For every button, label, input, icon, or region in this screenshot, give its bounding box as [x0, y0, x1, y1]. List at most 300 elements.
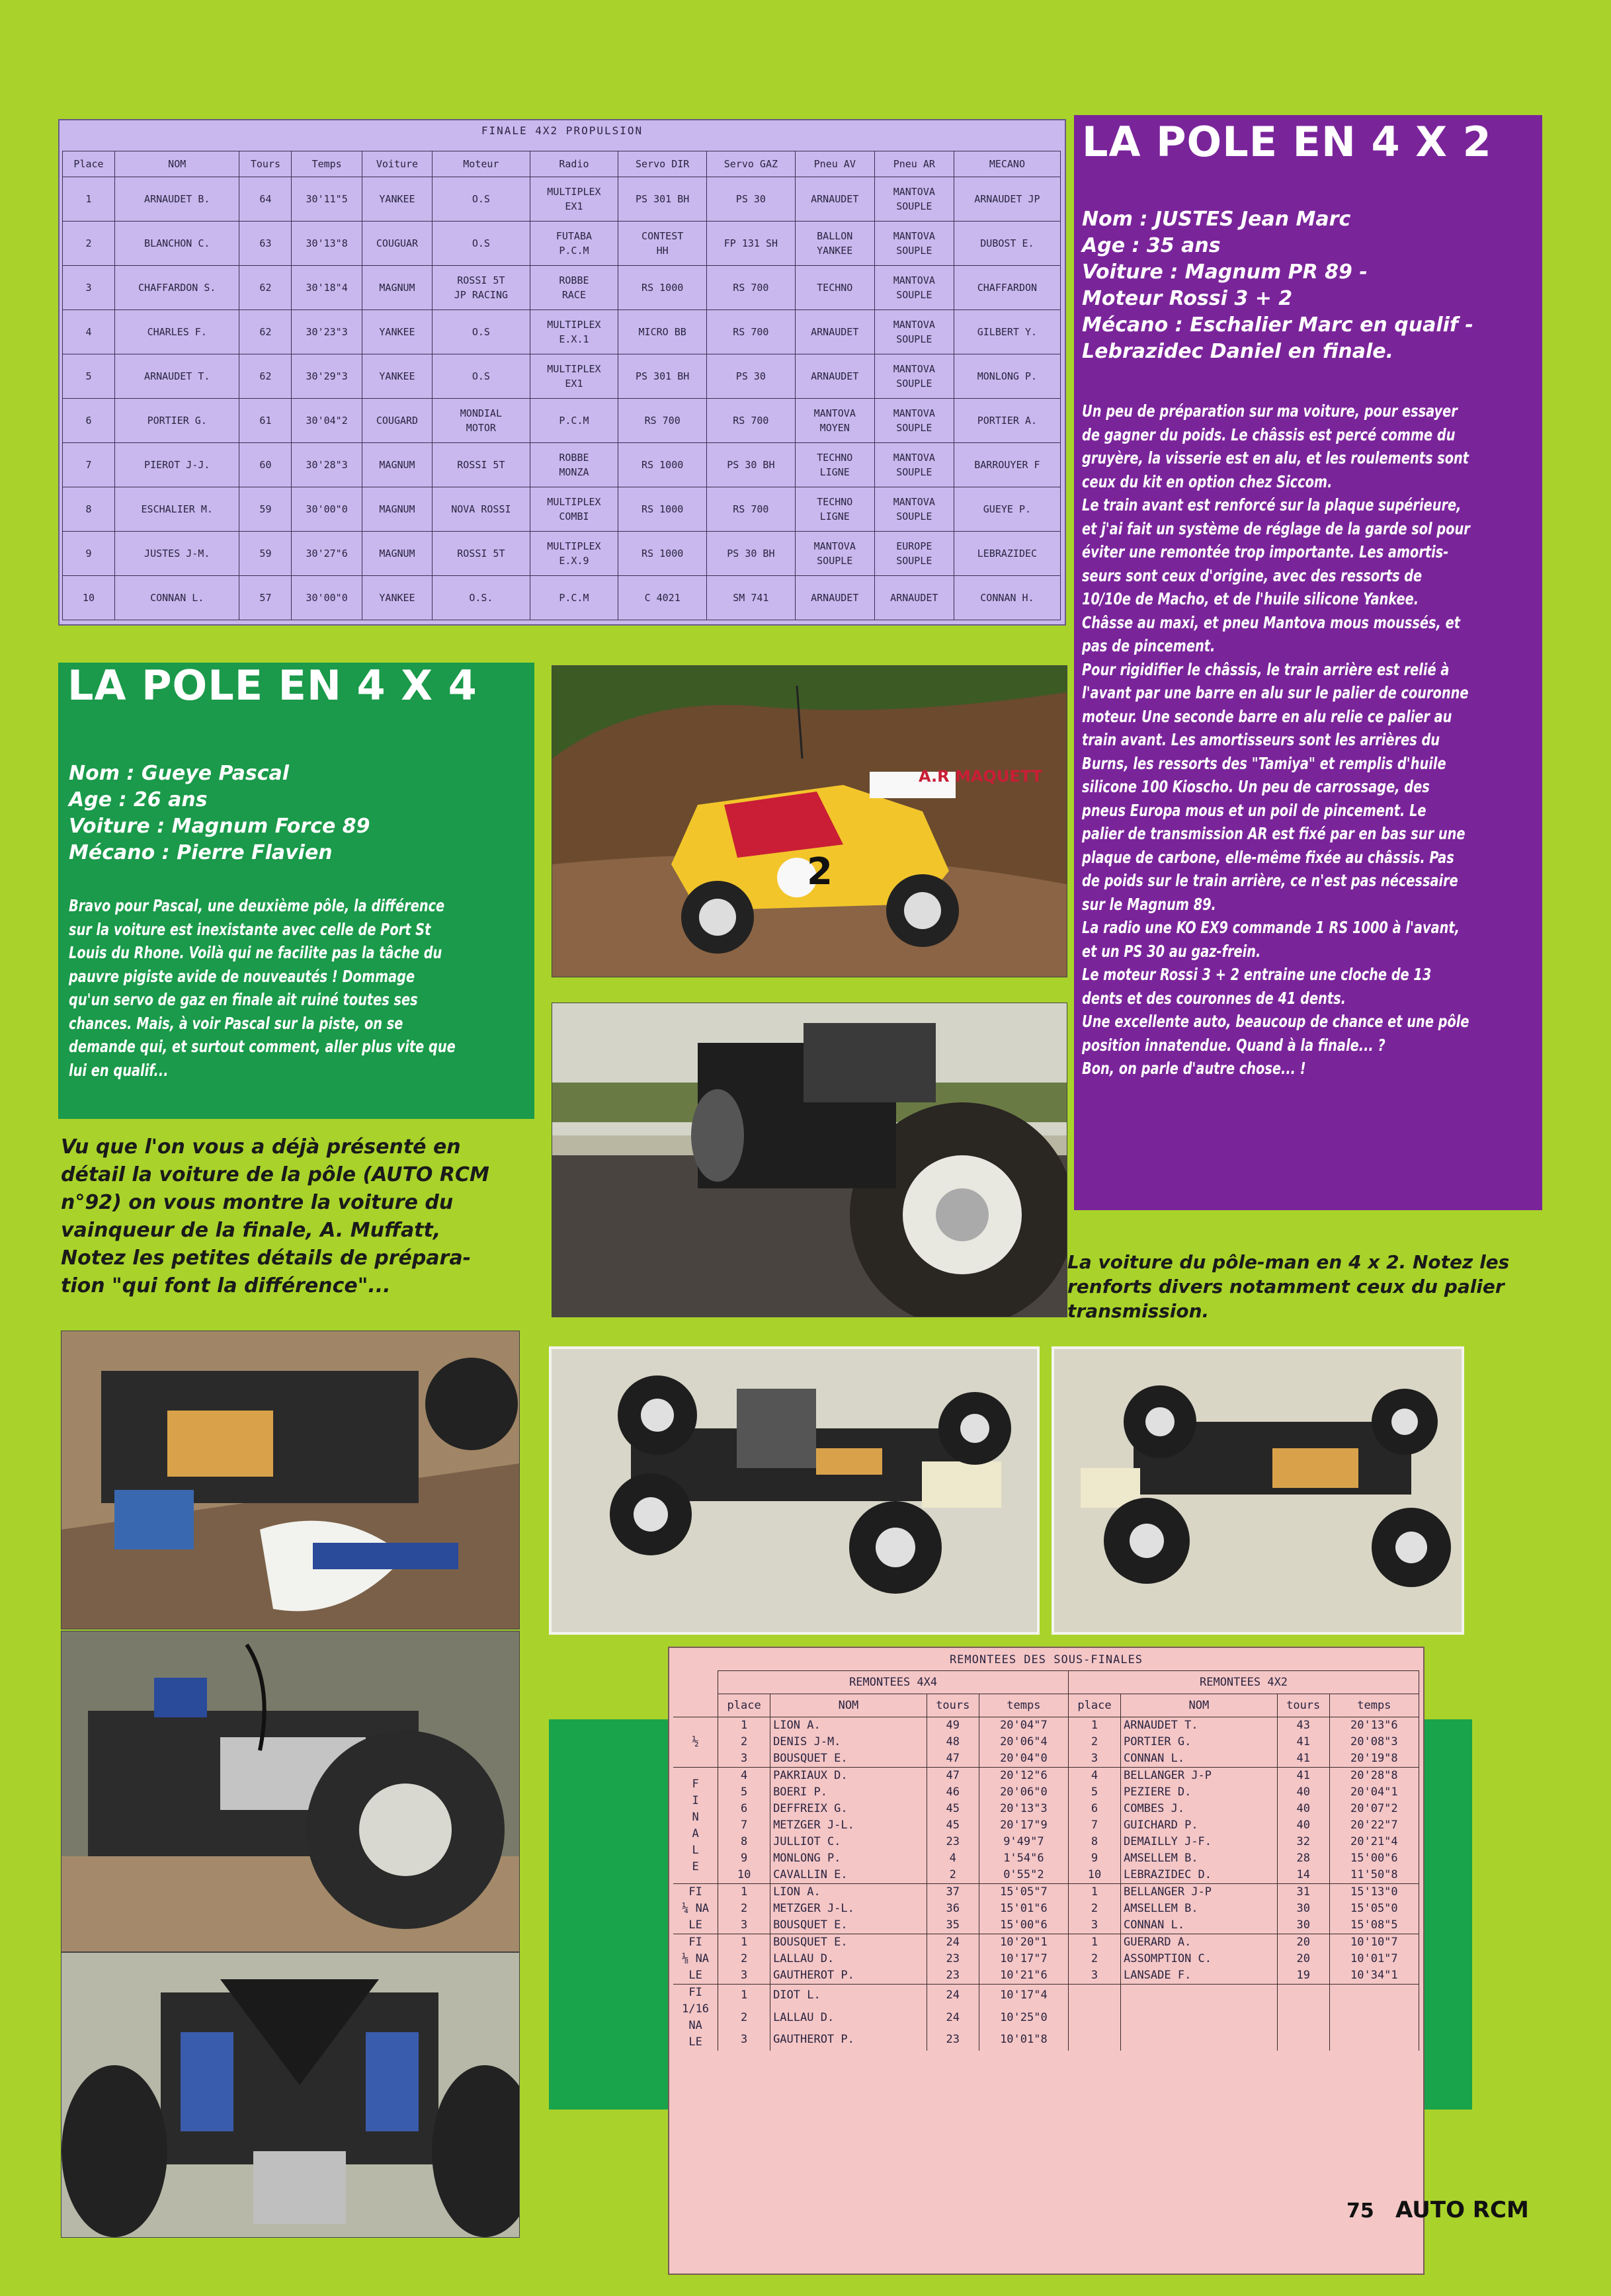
pole-4x2-title: LA POLE EN 4 X 2 [1082, 118, 1492, 166]
remontees-cell: 2 [718, 1901, 770, 1917]
finale-cell: ROBBE MONZA [530, 443, 618, 487]
remontees-cell: 20 [1277, 1934, 1329, 1951]
finale-cell: ESCHALIER M. [115, 487, 239, 532]
finale-cell: O.S. [433, 576, 530, 620]
finale-cell: TECHNO LIGNE [795, 443, 874, 487]
remontees-cell [1277, 2006, 1329, 2028]
remontees-cell: 20'13"6 [1329, 1717, 1419, 1735]
finale-cell: JUSTES J-M. [115, 532, 239, 576]
pole-4x4-title: LA POLE EN 4 X 4 [67, 661, 477, 710]
remontees-cell: 40 [1277, 1817, 1329, 1834]
remontees-cell: GUERARD A. [1120, 1934, 1277, 1951]
finale-cell: 62 [239, 266, 292, 310]
photo-chassis-rear [61, 1952, 520, 2238]
finale-cell: 63 [239, 222, 292, 266]
finale-cell: 1 [63, 177, 115, 222]
remontees-cell: 2 [718, 1734, 770, 1750]
remontees-table-row [673, 1934, 1419, 1951]
remontees-cell: 19 [1277, 1967, 1329, 1985]
pole-4x4-panel [58, 663, 534, 1119]
remontees-cell [1120, 1985, 1277, 2007]
finale-cell: PS 30 [707, 354, 796, 399]
remontees-cell: DIOT L. [770, 1985, 927, 2007]
remontees-cell: 3 [1069, 1917, 1121, 1934]
finale-cell: 62 [239, 354, 292, 399]
finale-cell: 8 [63, 487, 115, 532]
remontees-table-row [673, 1985, 1419, 2007]
finale-cell: MANTOVA SOUPLE [874, 443, 954, 487]
finale-cell: 60 [239, 443, 292, 487]
finale-cell: O.S [433, 310, 530, 354]
photo-chassis-side [61, 1631, 520, 1952]
remontees-header-cell: place [718, 1694, 770, 1717]
remontees-cell: 9 [1069, 1850, 1121, 1867]
remontees-cell: 20'04"7 [979, 1717, 1068, 1735]
finale-cell: CONTEST HH [618, 222, 707, 266]
remontees-table-row [673, 1784, 1419, 1801]
remontees-header-cell: NOM [770, 1694, 927, 1717]
finale-cell: P.C.M [530, 576, 618, 620]
finale-cell: MAGNUM [362, 532, 432, 576]
remontees-header-cell: tours [927, 1694, 979, 1717]
finale-cell: ARNAUDET B. [115, 177, 239, 222]
finale-table-row [63, 177, 1061, 222]
remontees-cell: 3 [718, 1967, 770, 1985]
finale-cell: YANKEE [362, 310, 432, 354]
finale-cell: YANKEE [362, 354, 432, 399]
finale-cell: 4 [63, 310, 115, 354]
pole-4x4-identity: Nom : Gueye Pascal Age : 26 ans Voiture : Magnum Force 89 Mécano : Pierre Flavien [69, 762, 370, 864]
remontees-group-4x4: REMONTEES 4X4 [718, 1671, 1069, 1694]
remontees-cell: 41 [1277, 1750, 1329, 1768]
finale-cell: 7 [63, 443, 115, 487]
finale-cell: O.S [433, 177, 530, 222]
remontees-cell: 3 [718, 1750, 770, 1768]
finale-cell: 59 [239, 532, 292, 576]
finale-header-cell: NOM [115, 151, 239, 177]
remontees-cell: 23 [927, 1951, 979, 1967]
finale-table-row [63, 222, 1061, 266]
finale-cell: RS 700 [618, 399, 707, 443]
remontees-cell: 45 [927, 1801, 979, 1817]
remontees-cell: 10'21"6 [979, 1967, 1068, 1985]
remontees-cell: CAVALLIN E. [770, 1867, 927, 1884]
remontees-cell: 20'12"6 [979, 1768, 1068, 1785]
remontees-cell: 20'22"7 [1329, 1817, 1419, 1834]
remontees-cell: 15'05"7 [979, 1884, 1068, 1901]
remontees-cell: GUICHARD P. [1120, 1817, 1277, 1834]
remontees-cell: 23 [927, 1967, 979, 1985]
remontees-cell: 46 [927, 1784, 979, 1801]
finale-header-cell: Voiture [362, 151, 432, 177]
remontees-cell: CONNAN L. [1120, 1750, 1277, 1768]
finale-table-panel [58, 119, 1066, 626]
remontees-section-label: ½ [673, 1717, 718, 1768]
finale-header-cell: Tours [239, 151, 292, 177]
finale-cell: NOVA ROSSI [433, 487, 530, 532]
remontees-cell: 49 [927, 1717, 979, 1735]
finale-cell: MANTOVA SOUPLE [874, 177, 954, 222]
remontees-cell: 4 [927, 1850, 979, 1867]
finale-cell: 57 [239, 576, 292, 620]
finale-cell: MULTIPLEX E.X.1 [530, 310, 618, 354]
finale-cell: SM 741 [707, 576, 796, 620]
remontees-cell: AMSELLEM B. [1120, 1901, 1277, 1917]
photo-rear-wheel-closeup [552, 1003, 1067, 1317]
finale-table-row [63, 354, 1061, 399]
remontees-cell: 1 [718, 1717, 770, 1735]
page-number: 75 [1346, 2199, 1374, 2223]
finale-cell: 62 [239, 310, 292, 354]
remontees-cell [1069, 2029, 1121, 2051]
finale-header-cell: MECANO [954, 151, 1060, 177]
finale-cell: CHAFFARDON S. [115, 266, 239, 310]
remontees-cell: 15'05"0 [1329, 1901, 1419, 1917]
remontees-cell: 8 [1069, 1834, 1121, 1850]
finale-cell: 59 [239, 487, 292, 532]
remontees-cell: 24 [927, 1985, 979, 2007]
finale-cell: RS 700 [707, 266, 796, 310]
finale-cell: PS 30 BH [707, 443, 796, 487]
photo-chassis-overview-1 [552, 1349, 1037, 1632]
remontees-cell: METZGER J-L. [770, 1817, 927, 1834]
finale-cell: YANKEE [362, 576, 432, 620]
finale-cell: MANTOVA SOUPLE [874, 354, 954, 399]
finale-header-cell: Moteur [433, 151, 530, 177]
remontees-cell: 20'21"4 [1329, 1834, 1419, 1850]
finale-cell: 9 [63, 532, 115, 576]
remontees-cell: 2 [718, 2006, 770, 2028]
finale-cell: MONLONG P. [954, 354, 1060, 399]
finale-cell: P.C.M [530, 399, 618, 443]
remontees-cell [1277, 1985, 1329, 2007]
finale-cell: COUGUAR [362, 222, 432, 266]
finale-cell: MAGNUM [362, 443, 432, 487]
remontees-cell: MONLONG P. [770, 1850, 927, 1867]
remontees-section-label: FI ¼ NA LE [673, 1884, 718, 1934]
finale-cell: 5 [63, 354, 115, 399]
remontees-table-row [673, 1917, 1419, 1934]
remontees-cell: 41 [1277, 1734, 1329, 1750]
remontees-section-label: FI ⅛ NA LE [673, 1934, 718, 1985]
remontees-cell: METZGER J-L. [770, 1901, 927, 1917]
remontees-cell: 35 [927, 1917, 979, 1934]
finale-table-row [63, 266, 1061, 310]
remontees-cell: 20'04"0 [979, 1750, 1068, 1768]
remontees-cell: 20'06"4 [979, 1734, 1068, 1750]
remontees-cell: 2 [927, 1867, 979, 1884]
remontees-cell: 24 [927, 2006, 979, 2028]
finale-cell: ARNAUDET [795, 576, 874, 620]
photo-chassis-front [61, 1331, 520, 1629]
finale-cell: RS 700 [707, 487, 796, 532]
finale-cell: RS 700 [707, 399, 796, 443]
finale-table-row [63, 532, 1061, 576]
finale-table-title: FINALE 4X2 PROPULSION [481, 124, 643, 137]
remontees-group-row [673, 1671, 1419, 1694]
finale-cell: MANTOVA SOUPLE [874, 487, 954, 532]
finale-header-cell: Servo GAZ [707, 151, 796, 177]
remontees-cell: 10'10"7 [1329, 1934, 1419, 1951]
finale-cell: BARROUYER F [954, 443, 1060, 487]
remontees-header-row [673, 1694, 1419, 1717]
remontees-title: REMONTEES DES SOUS-FINALES [949, 1653, 1143, 1666]
remontees-cell: 1 [718, 1884, 770, 1901]
finale-header-cell: Temps [292, 151, 362, 177]
remontees-cell: COMBES J. [1120, 1801, 1277, 1817]
remontees-cell: 9 [718, 1850, 770, 1867]
remontees-cell: 2 [1069, 1901, 1121, 1917]
pole-4x4-body: Bravo pour Pascal, une deuxième pôle, la différence sur la voiture est inexistante avec celle de Port St Louis du Rhone. Voilà qui ne facilite pas la tâche du pauvre pigiste avide de nouveautés ! Dommage qu'un servo de gaz en finale ait ruiné toutes ses chances. Mais, à voir Pascal sur la piste, on se demande qui, et surtout comment, aller plus vite que lui en qualif... [69, 896, 456, 1080]
finale-cell: C 4021 [618, 576, 707, 620]
remontees-cell: BOUSQUET E. [770, 1750, 927, 1768]
remontees-cell: 43 [1277, 1717, 1329, 1735]
remontees-cell: 30 [1277, 1901, 1329, 1917]
finale-cell: PS 30 [707, 177, 796, 222]
remontees-corner-cell [673, 1671, 718, 1694]
remontees-cell: 15'13"0 [1329, 1884, 1419, 1901]
remontees-cell: 4 [1069, 1768, 1121, 1785]
remontees-cell: 2 [718, 1951, 770, 1967]
remontees-cell: 20 [1277, 1951, 1329, 1967]
remontees-cell: LALLAU D. [770, 2006, 927, 2028]
remontees-header-cell: temps [979, 1694, 1068, 1717]
remontees-cell: 10'20"1 [979, 1934, 1068, 1951]
remontees-cell: LEBRAZIDEC D. [1120, 1867, 1277, 1884]
remontees-cell: 1 [1069, 1884, 1121, 1901]
remontees-cell: 1 [1069, 1934, 1121, 1951]
finale-cell: 30'27"6 [292, 532, 362, 576]
photo-car-number: 2 [807, 850, 833, 893]
remontees-table-row [673, 1901, 1419, 1917]
finale-cell: FP 131 SH [707, 222, 796, 266]
remontees-cell: 10 [1069, 1867, 1121, 1884]
remontees-cell: 20'07"2 [1329, 1801, 1419, 1817]
remontees-table-row [673, 1817, 1419, 1834]
finale-cell: PORTIER G. [115, 399, 239, 443]
remontees-cell: 10'01"8 [979, 2029, 1068, 2051]
remontees-cell: 31 [1277, 1884, 1329, 1901]
finale-cell: ARNAUDET [874, 576, 954, 620]
remontees-cell: 5 [718, 1784, 770, 1801]
remontees-group-4x2: REMONTEES 4X2 [1069, 1671, 1419, 1694]
remontees-cell: 24 [927, 1934, 979, 1951]
remontees-cell: 23 [927, 2029, 979, 2051]
remontees-cell: DENIS J-M. [770, 1734, 927, 1750]
finale-header-cell: Pneu AR [874, 151, 954, 177]
remontees-cell: 5 [1069, 1784, 1121, 1801]
remontees-cell: DEFFREIX G. [770, 1801, 927, 1817]
finale-cell: PS 301 BH [618, 177, 707, 222]
finale-cell: MULTIPLEX EX1 [530, 177, 618, 222]
remontees-table [673, 1670, 1419, 2051]
remontees-cell: 7 [1069, 1817, 1121, 1834]
finale-cell: 30'28"3 [292, 443, 362, 487]
remontees-corner-cell [673, 1694, 718, 1717]
pole-4x2-panel [1074, 115, 1542, 1210]
remontees-table-row [673, 1951, 1419, 1967]
remontees-cell: CONNAN L. [1120, 1917, 1277, 1934]
remontees-cell: 1'54"6 [979, 1850, 1068, 1867]
finale-cell: 30'29"3 [292, 354, 362, 399]
remontees-cell: LION A. [770, 1717, 927, 1735]
remontees-cell [1329, 2029, 1419, 2051]
remontees-cell [1069, 1985, 1121, 2007]
remontees-cell: BOERI P. [770, 1784, 927, 1801]
remontees-cell: 36 [927, 1901, 979, 1917]
remontees-cell: 8 [718, 1834, 770, 1850]
finale-table-row [63, 399, 1061, 443]
remontees-cell: BELLANGER J-P [1120, 1768, 1277, 1785]
remontees-cell: 7 [718, 1817, 770, 1834]
remontees-cell: 32 [1277, 1834, 1329, 1850]
remontees-cell: 6 [718, 1801, 770, 1817]
finale-header-cell: Radio [530, 151, 618, 177]
remontees-table-row [673, 1850, 1419, 1867]
finale-cell: CHAFFARDON [954, 266, 1060, 310]
finale-cell: PS 301 BH [618, 354, 707, 399]
remontees-table-row [673, 1801, 1419, 1817]
remontees-cell [1329, 2006, 1419, 2028]
remontees-cell: 48 [927, 1734, 979, 1750]
remontees-table-row [673, 1967, 1419, 1985]
finale-cell: PS 30 BH [707, 532, 796, 576]
remontees-cell: 20'13"3 [979, 1801, 1068, 1817]
finale-cell: MULTIPLEX EX1 [530, 354, 618, 399]
finale-cell: 30'04"2 [292, 399, 362, 443]
finale-cell: GUEYE P. [954, 487, 1060, 532]
finale-cell: MULTIPLEX COMBI [530, 487, 618, 532]
finale-cell: MANTOVA SOUPLE [874, 310, 954, 354]
remontees-cell: 20'08"3 [1329, 1734, 1419, 1750]
finale-cell: ROSSI 5T [433, 443, 530, 487]
finale-cell: PIEROT J-J. [115, 443, 239, 487]
remontees-cell: AMSELLEM B. [1120, 1850, 1277, 1867]
remontees-cell: LANSADE F. [1120, 1967, 1277, 1985]
finale-cell: CHARLES F. [115, 310, 239, 354]
remontees-header-cell: place [1069, 1694, 1121, 1717]
finale-header-cell: Place [63, 151, 115, 177]
finale-cell: ARNAUDET [795, 354, 874, 399]
remontees-cell: 10'01"7 [1329, 1951, 1419, 1967]
remontees-cell: BELLANGER J-P [1120, 1884, 1277, 1901]
remontees-cell: 20'19"8 [1329, 1750, 1419, 1768]
remontees-cell [1329, 1985, 1419, 2007]
finale-cell: 30'23"3 [292, 310, 362, 354]
finale-cell: CONNAN H. [954, 576, 1060, 620]
remontees-table-row [673, 1768, 1419, 1785]
remontees-cell: 47 [927, 1750, 979, 1768]
remontees-cell: 20'04"1 [1329, 1784, 1419, 1801]
finale-cell: 3 [63, 266, 115, 310]
remontees-cell: PAKRIAUX D. [770, 1768, 927, 1785]
finale-cell: MAGNUM [362, 266, 432, 310]
remontees-cell: ARNAUDET T. [1120, 1717, 1277, 1735]
remontees-cell: 10'17"4 [979, 1985, 1068, 2007]
finale-cell: LEBRAZIDEC [954, 532, 1060, 576]
finale-cell: RS 1000 [618, 532, 707, 576]
remontees-cell: 1 [1069, 1717, 1121, 1735]
finale-cell: RS 1000 [618, 266, 707, 310]
finale-cell: BLANCHON C. [115, 222, 239, 266]
remontees-cell: 3 [1069, 1750, 1121, 1768]
remontees-cell: 1 [718, 1985, 770, 2007]
finale-cell: O.S [433, 354, 530, 399]
remontees-cell: 0'55"2 [979, 1867, 1068, 1884]
remontees-cell: 1 [718, 1934, 770, 1951]
finale-cell: ARNAUDET T. [115, 354, 239, 399]
remontees-table-row [673, 1834, 1419, 1850]
remontees-cell: 45 [927, 1817, 979, 1834]
finale-cell: MANTOVA SOUPLE [795, 532, 874, 576]
finale-table-row [63, 487, 1061, 532]
finale-table-header-row [63, 151, 1061, 177]
remontees-cell: 15'00"6 [1329, 1850, 1419, 1867]
finale-cell: 30'13"8 [292, 222, 362, 266]
remontees-cell: GAUTHEROT P. [770, 2029, 927, 2051]
remontees-cell: DEMAILLY J-F. [1120, 1834, 1277, 1850]
remontees-cell: 6 [1069, 1801, 1121, 1817]
remontees-cell: PORTIER G. [1120, 1734, 1277, 1750]
finale-table [62, 151, 1061, 620]
finale-table-body [63, 177, 1061, 620]
finale-cell: 10 [63, 576, 115, 620]
remontees-cell: GAUTHEROT P. [770, 1967, 927, 1985]
finale-cell: 61 [239, 399, 292, 443]
remontees-cell: 10'25"0 [979, 2006, 1068, 2028]
caption-muffatt: Vu que l'on vous a déjà présenté en détail la voiture de la pôle (AUTO RCM n°92) on vous montre la voiture du vainqueur de la finale, A. Muffatt, Notez les petites détails de prépara- tion "qui font la différence"... [61, 1135, 489, 1297]
remontees-table-row [673, 1734, 1419, 1750]
finale-cell: ROBBE RACE [530, 266, 618, 310]
finale-cell: RS 1000 [618, 443, 707, 487]
finale-cell: RS 1000 [618, 487, 707, 532]
finale-cell: 30'11"5 [292, 177, 362, 222]
remontees-cell: 40 [1277, 1801, 1329, 1817]
finale-cell: COUGARD [362, 399, 432, 443]
finale-cell: TECHNO [795, 266, 874, 310]
remontees-cell: BOUSQUET E. [770, 1917, 927, 1934]
remontees-cell: PEZIERE D. [1120, 1784, 1277, 1801]
remontees-cell: 14 [1277, 1867, 1329, 1884]
remontees-cell: 2 [1069, 1734, 1121, 1750]
finale-cell: CONNAN L. [115, 576, 239, 620]
remontees-table-row [673, 2006, 1419, 2028]
remontees-cell: ASSOMPTION C. [1120, 1951, 1277, 1967]
remontees-cell: 20'17"9 [979, 1817, 1068, 1834]
finale-cell: MANTOVA SOUPLE [874, 266, 954, 310]
finale-cell: TECHNO LIGNE [795, 487, 874, 532]
remontees-table-row [673, 1867, 1419, 1884]
finale-cell: FUTABA P.C.M [530, 222, 618, 266]
finale-cell: MAGNUM [362, 487, 432, 532]
remontees-cell: 9'49"7 [979, 1834, 1068, 1850]
remontees-cell: 3 [718, 1917, 770, 1934]
remontees-cell: 10 [718, 1867, 770, 1884]
finale-cell: 30'00"0 [292, 576, 362, 620]
finale-table-row [63, 576, 1061, 620]
finale-cell: BALLON YANKEE [795, 222, 874, 266]
remontees-table-panel [668, 1647, 1425, 2275]
finale-cell: EUROPE SOUPLE [874, 532, 954, 576]
remontees-cell: 15'00"6 [979, 1917, 1068, 1934]
remontees-cell: 10'34"1 [1329, 1967, 1419, 1985]
finale-cell: GILBERT Y. [954, 310, 1060, 354]
remontees-cell: 30 [1277, 1917, 1329, 1934]
finale-cell: O.S [433, 222, 530, 266]
pole-4x2-identity: Nom : JUSTES Jean Marc Age : 35 ans Voiture : Magnum PR 89 - Moteur Rossi 3 + 2 Mécano : Eschalier Marc en qualif - Lebrazidec Daniel en finale. [1082, 208, 1473, 363]
remontees-header-cell: NOM [1120, 1694, 1277, 1717]
finale-cell: RS 700 [707, 310, 796, 354]
